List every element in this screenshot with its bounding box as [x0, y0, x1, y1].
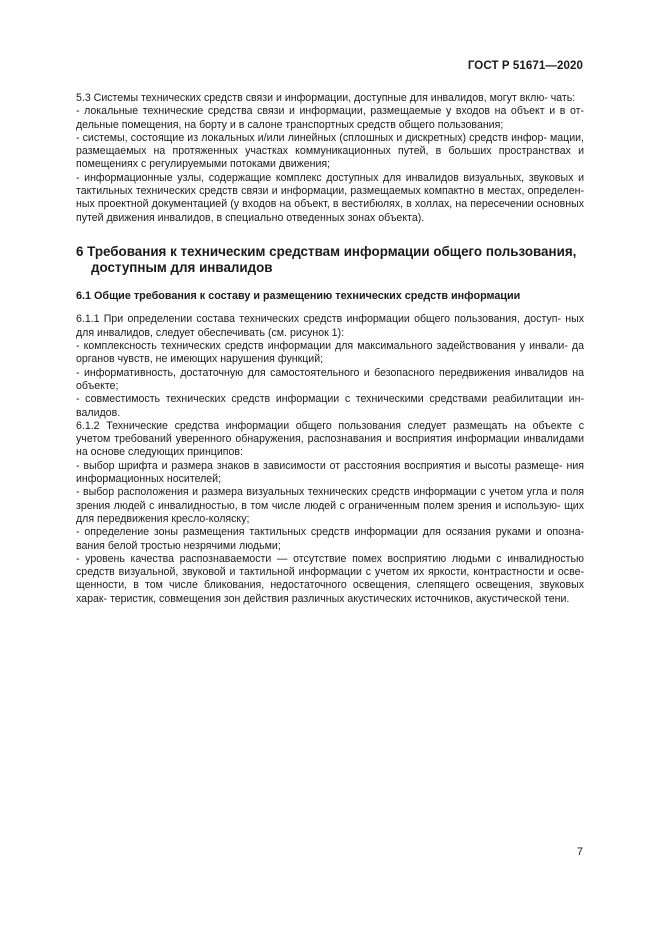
- list-item-6-1-1-1: - комплексность технических средств информации для максимального задействования у инвали- да органов чувств, не имеющих нарушения функций;: [76, 340, 584, 366]
- paragraph-6-1-2: 6.1.2 Технические средства информации общего пользования следует размещать на объекте с учетом требований уверенного обнаружения, распознавания и восприятия информации инвалидами на основе следующих принципов:: [76, 419, 584, 459]
- page-number: 7: [576, 846, 583, 858]
- list-item-6-1-2-4: - уровень качества распознаваемости — отсутствие помех восприятию людьми с инвалидностью средств визуальной, звуковой и тактильной информации с учетом их яркости, контрастности и осве- щенности, в том числе бликования, недостаточного освещения, слепящего освещения, звуковых харак- теристик, совмещения зон действия различных акустических источников, акустической тени.: [76, 552, 584, 605]
- list-item-6-1-1-2: - информативность, достаточную для самостоятельного и безопасного передвижения инвалидов на объекте;: [76, 366, 584, 392]
- paragraph-5-3: 5.3 Системы технических средств связи и информации, доступные для инвалидов, могут вклю- чать:: [76, 92, 576, 104]
- list-item-5-3-2: - системы, состоящие из локальных и/или линейных (сплошных и дискретных) средств инфор- мации, размещаемых на протяженных участках коммуникационных путей, в больших пространствах и помещениях с регулируемыми потоками движения;: [76, 131, 584, 171]
- list-item-5-3-3: - информационные узлы, содержащие комплекс доступных для инвалидов визуальных, звуковых и тактильных технических средств связи и информации, размещаемых компактно в местах, определен- ных проектной документацией (у входов на объект, в вестибюлях, в холлах, на пересечении основных путей движения инвалидов, в специально отведенных зонах объекта).: [76, 171, 584, 224]
- paragraph-6-1-1: 6.1.1 При определении состава технических средств информации общего пользования, доступ- ных для инвалидов, следует обеспечивать (см. рисунок 1):: [76, 313, 584, 339]
- section-6-title: [76, 244, 584, 275]
- section-6-title-line2: доступным для инвалидов: [91, 259, 273, 275]
- document-code-header: ГОСТ Р 51671—2020: [467, 60, 583, 72]
- list-item-5-3-1: - локальные технические средства связи и информации, размещаемые у входов на объект и в от- дельные помещения, на борту и в салоне транспортных средств общего пользования;: [76, 105, 584, 131]
- subsection-6-1-title: 6.1 Общие требования к составу и размещению технических средств информации: [76, 290, 521, 303]
- list-item-6-1-2-1: - выбор шрифта и размера знаков в зависимости от расстояния восприятия и высоты размеще- ния информационных носителей;: [76, 459, 584, 486]
- list-item-6-1-1-3: - совместимость технических средств информации с техническими средствами реабилитации ин- валидов.: [76, 393, 584, 419]
- list-item-6-1-2-3: - определение зоны размещения тактильных средств информации для осязания руками и опозна- вания белой тростью незрячими людьми;: [76, 526, 584, 552]
- list-item-6-1-2-2: - выбор расположения и размера визуальных технических средств информации с учетом угла и поля зрения людей с инвалидностью, в том числе людей с ограниченным полем зрения и использую- щих для передвижения кресло-коляску;: [76, 486, 584, 525]
- section-6-title-line1: 6 Требования к техническим средствам информации общего пользования,: [76, 243, 577, 259]
- document-body: [76, 92, 584, 606]
